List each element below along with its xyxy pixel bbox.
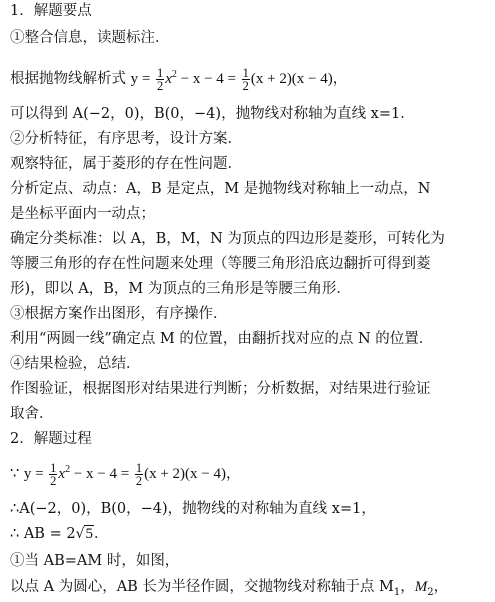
two-circles-line: 利用“两圆一线”确定点 M 的位置，由翻折找对应的点 N 的位置．: [10, 331, 434, 347]
classify-line-2: 等腰三角形的存在性问题来处理（等腰三角形沿底边翻折可得到菱: [10, 256, 431, 272]
formula-factors: (x + 2)(x − 4): [250, 71, 333, 87]
sqrt-five: [76, 526, 94, 543]
line-end-comma: ，: [433, 579, 449, 595]
because-symbol: ∵: [10, 466, 20, 482]
ab-text: ∴ AB = 2: [10, 526, 76, 542]
section-heading-1: 1．解题要点: [10, 3, 92, 19]
ab-length-line: [10, 526, 489, 543]
fraction-half-2: $\frac{1}{2}$: [242, 65, 249, 93]
m2-subscript: 2: [427, 586, 434, 598]
ab-period: ．: [93, 526, 109, 542]
m1-subscript: 1: [393, 586, 401, 598]
verify-line-1: 作图验证，根据图形对结果进行判断；分析数据，对结果进行验证: [10, 381, 431, 397]
formula-factors-2: (x + 2)(x − 4): [144, 466, 226, 482]
therefore-points-line: ∴A(−2，0)，B(0，−4)，抛物线的对称轴为直线 x=1，: [10, 501, 376, 517]
case-1-line: ①当 AB=AM 时，如图，: [10, 553, 180, 569]
sqrt-radicand: 5: [85, 526, 93, 542]
section-heading-2: 2．解题过程: [10, 431, 92, 447]
step-3-title: ③根据方案作出图形，有序操作．: [10, 306, 228, 322]
classify-line-1: 确定分类标准：以 A，B，M，N 为顶点的四边形是菱形，可转化为: [10, 231, 445, 247]
formula-line-1: [10, 66, 489, 92]
fraction-half: $\frac{1}{2}$: [156, 65, 164, 93]
formula-comma-2: ，: [226, 466, 241, 482]
circle-construction-line: [10, 579, 489, 601]
verify-line-2: 取舍．: [10, 406, 54, 422]
analysis-line-2: 是坐标平面内一动点；: [10, 206, 155, 222]
formula-power-2: 2: [65, 464, 71, 475]
m-separator: ，: [400, 579, 415, 595]
formula-intro-text: 根据抛物线解析式: [10, 71, 126, 87]
formula-lhs: y =: [130, 71, 151, 87]
formula-line-2: [10, 461, 489, 487]
sqrt-icon: √: [75, 526, 85, 542]
analysis-line-1: 分析定点、动点：A，B 是定点，M 是抛物线对称轴上一动点，N: [10, 181, 431, 197]
step-4-title: ④结果检验，总结．: [10, 356, 141, 372]
step-1-title: ①整合信息，读题标注．: [10, 30, 170, 46]
formula-x: x: [165, 71, 172, 87]
formula-middle-2: − x − 4 =: [73, 466, 130, 482]
formula-power: 2: [171, 69, 177, 80]
formula-lhs-2: y =: [23, 466, 44, 482]
formula-middle: − x − 4 =: [180, 71, 236, 87]
step-2-title: ②分析特征，有序思考，设计方案．: [10, 131, 242, 147]
m2-label: M: [414, 579, 428, 595]
formula-comma: ，: [332, 71, 348, 87]
classify-line-3: 形)，即以 A，B，M 为顶点的三角形是等腰三角形．: [10, 281, 351, 297]
observe-line: 观察特征，属于菱形的存在性问题．: [10, 156, 242, 172]
formula-x-2: x: [58, 466, 66, 482]
fraction-half-3: $\frac{1}{2}$: [50, 460, 57, 488]
construction-text: 以点 A 为圆心，AB 长为半径作圆，交抛物线对称轴于点 M: [10, 579, 394, 595]
points-line: 可以得到 A(−2，0)，B(0，−4)，抛物线对称轴为直线 x=1．: [10, 106, 415, 122]
fraction-half-4: $\frac{1}{2}$: [135, 460, 143, 488]
